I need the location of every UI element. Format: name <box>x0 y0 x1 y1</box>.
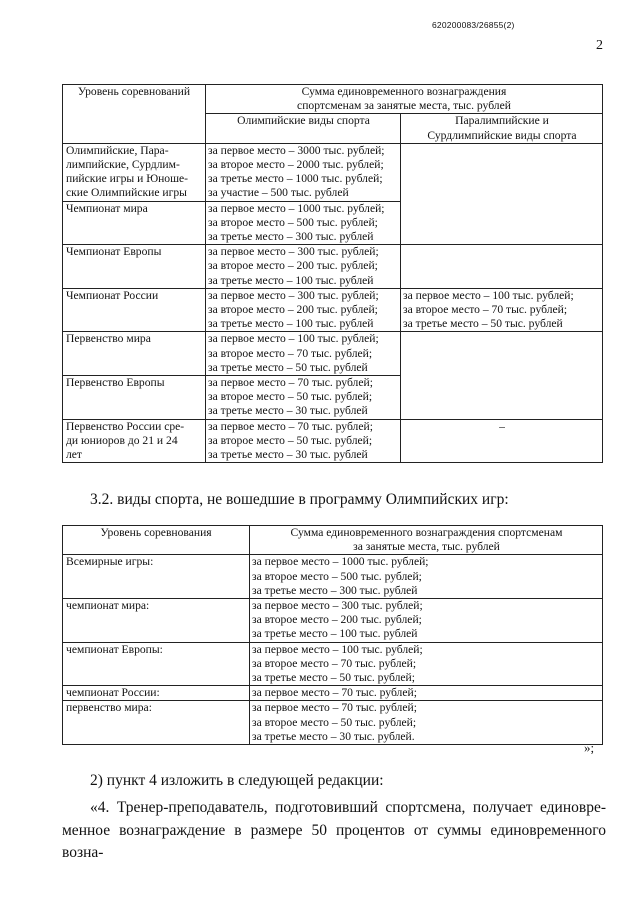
table-row <box>63 701 603 745</box>
row-level: Чемпионат мира <box>63 201 206 245</box>
table-row <box>63 642 603 686</box>
table-row <box>63 419 603 463</box>
header-level: Уровень соревнования <box>63 526 250 555</box>
row-level: Первенство России сре- ди юниоров до 21 и 24 лет <box>63 419 206 463</box>
row-olympic-awards: за первое место – 100 тыс. рублей; за второе место – 70 тыс. рублей; за третье место – 50 тыс. рублей <box>206 332 401 376</box>
row-level: Чемпионат России <box>63 288 206 332</box>
row-olympic-awards: за первое место – 3000 тыс. рублей; за второе место – 2000 тыс. рублей; за третье место – 1000 тыс. рублей; за участие – 500 тыс. рублей <box>206 143 401 201</box>
header-paralympic: Паралимпийские и Сурдлимпийские виды спорта <box>401 114 603 143</box>
header-olympic: Олимпийские виды спорта <box>206 114 401 143</box>
row-para-awards: за первое место – 100 тыс. рублей; за второе место – 70 тыс. рублей; за третье место – 50 тыс. рублей <box>401 288 603 332</box>
awards-table-olympic <box>62 84 603 463</box>
table-row <box>63 332 603 376</box>
item-4-line-1: «4. Тренер-преподаватель, подготовивший спортсмена, получает единовре- <box>90 799 606 816</box>
row-level: Первенство Европы <box>63 376 206 420</box>
table-row <box>63 555 603 599</box>
table-row <box>63 686 603 701</box>
section-3-2-heading: 3.2. виды спорта, не вошедшие в программу Олимпийских игр: <box>90 491 509 508</box>
row-para-dash: – <box>401 419 603 463</box>
row-level: Первенство мира <box>63 332 206 376</box>
row-level: Олимпийские, Пара- лимпийские, Сурдлим- пийские игры и Юноше- ские Олимпийские игры <box>63 143 206 201</box>
closing-quote: »; <box>584 740 595 755</box>
row-olympic-awards: за первое место – 70 тыс. рублей; за второе место – 50 тыс. рублей; за третье место – 30 тыс. рублей <box>206 376 401 420</box>
row-awards: за первое место – 1000 тыс. рублей; за второе место – 500 тыс. рублей; за третье место – 300 тыс. рублей <box>250 555 603 599</box>
row-olympic-awards: за первое место – 1000 тыс. рублей; за второе место – 500 тыс. рублей; за третье место – 300 тыс. рублей <box>206 201 401 245</box>
row-level: Всемирные игры: <box>63 555 250 599</box>
table-row <box>63 599 603 643</box>
row-awards: за первое место – 70 тыс. рублей; за второе место – 50 тыс. рублей; за третье место – 30 тыс. рублей. <box>250 701 603 745</box>
row-awards: за первое место – 100 тыс. рублей; за второе место – 70 тыс. рублей; за третье место – 50 тыс. рублей; <box>250 642 603 686</box>
table-row <box>63 288 603 332</box>
row-para-awards <box>401 143 603 244</box>
row-level: чемпионат мира: <box>63 599 250 643</box>
header-sum: Сумма единовременного вознаграждения спортсменам за занятые места, тыс. рублей <box>206 85 603 114</box>
table-row <box>63 245 603 289</box>
table-header-row <box>63 85 603 114</box>
row-para-awards <box>401 245 603 289</box>
row-olympic-awards: за первое место – 300 тыс. рублей; за второе место – 200 тыс. рублей; за третье место – 100 тыс. рублей <box>206 288 401 332</box>
item-4-line-2: менное вознаграждение в размере 50 процентов от суммы единовременного возна- <box>62 822 606 861</box>
table-row <box>63 143 603 201</box>
item-2-text: 2) пункт 4 изложить в следующей редакции: <box>90 772 384 789</box>
header-level: Уровень соревнований <box>63 85 206 144</box>
table-header-row <box>63 526 603 555</box>
header-sum: Сумма единовременного вознаграждения спортсменам за занятые места, тыс. рублей <box>250 526 603 555</box>
row-olympic-awards: за первое место – 70 тыс. рублей; за второе место – 50 тыс. рублей; за третье место – 30 тыс. рублей <box>206 419 401 463</box>
row-level: чемпионат Европы: <box>63 642 250 686</box>
row-level: Чемпионат Европы <box>63 245 206 289</box>
awards-table-non-olympic <box>62 525 603 745</box>
row-level: чемпионат России: <box>63 686 250 701</box>
page-number: 2 <box>596 38 603 53</box>
document-id: 620200083/26855(2) <box>432 20 515 30</box>
row-awards: за первое место – 70 тыс. рублей; <box>250 686 603 701</box>
row-olympic-awards: за первое место – 300 тыс. рублей; за второе место – 200 тыс. рублей; за третье место – 100 тыс. рублей <box>206 245 401 289</box>
row-para-awards <box>401 332 603 419</box>
row-awards: за первое место – 300 тыс. рублей; за второе место – 200 тыс. рублей; за третье место – 100 тыс. рублей <box>250 599 603 643</box>
row-level: первенство мира: <box>63 701 250 745</box>
